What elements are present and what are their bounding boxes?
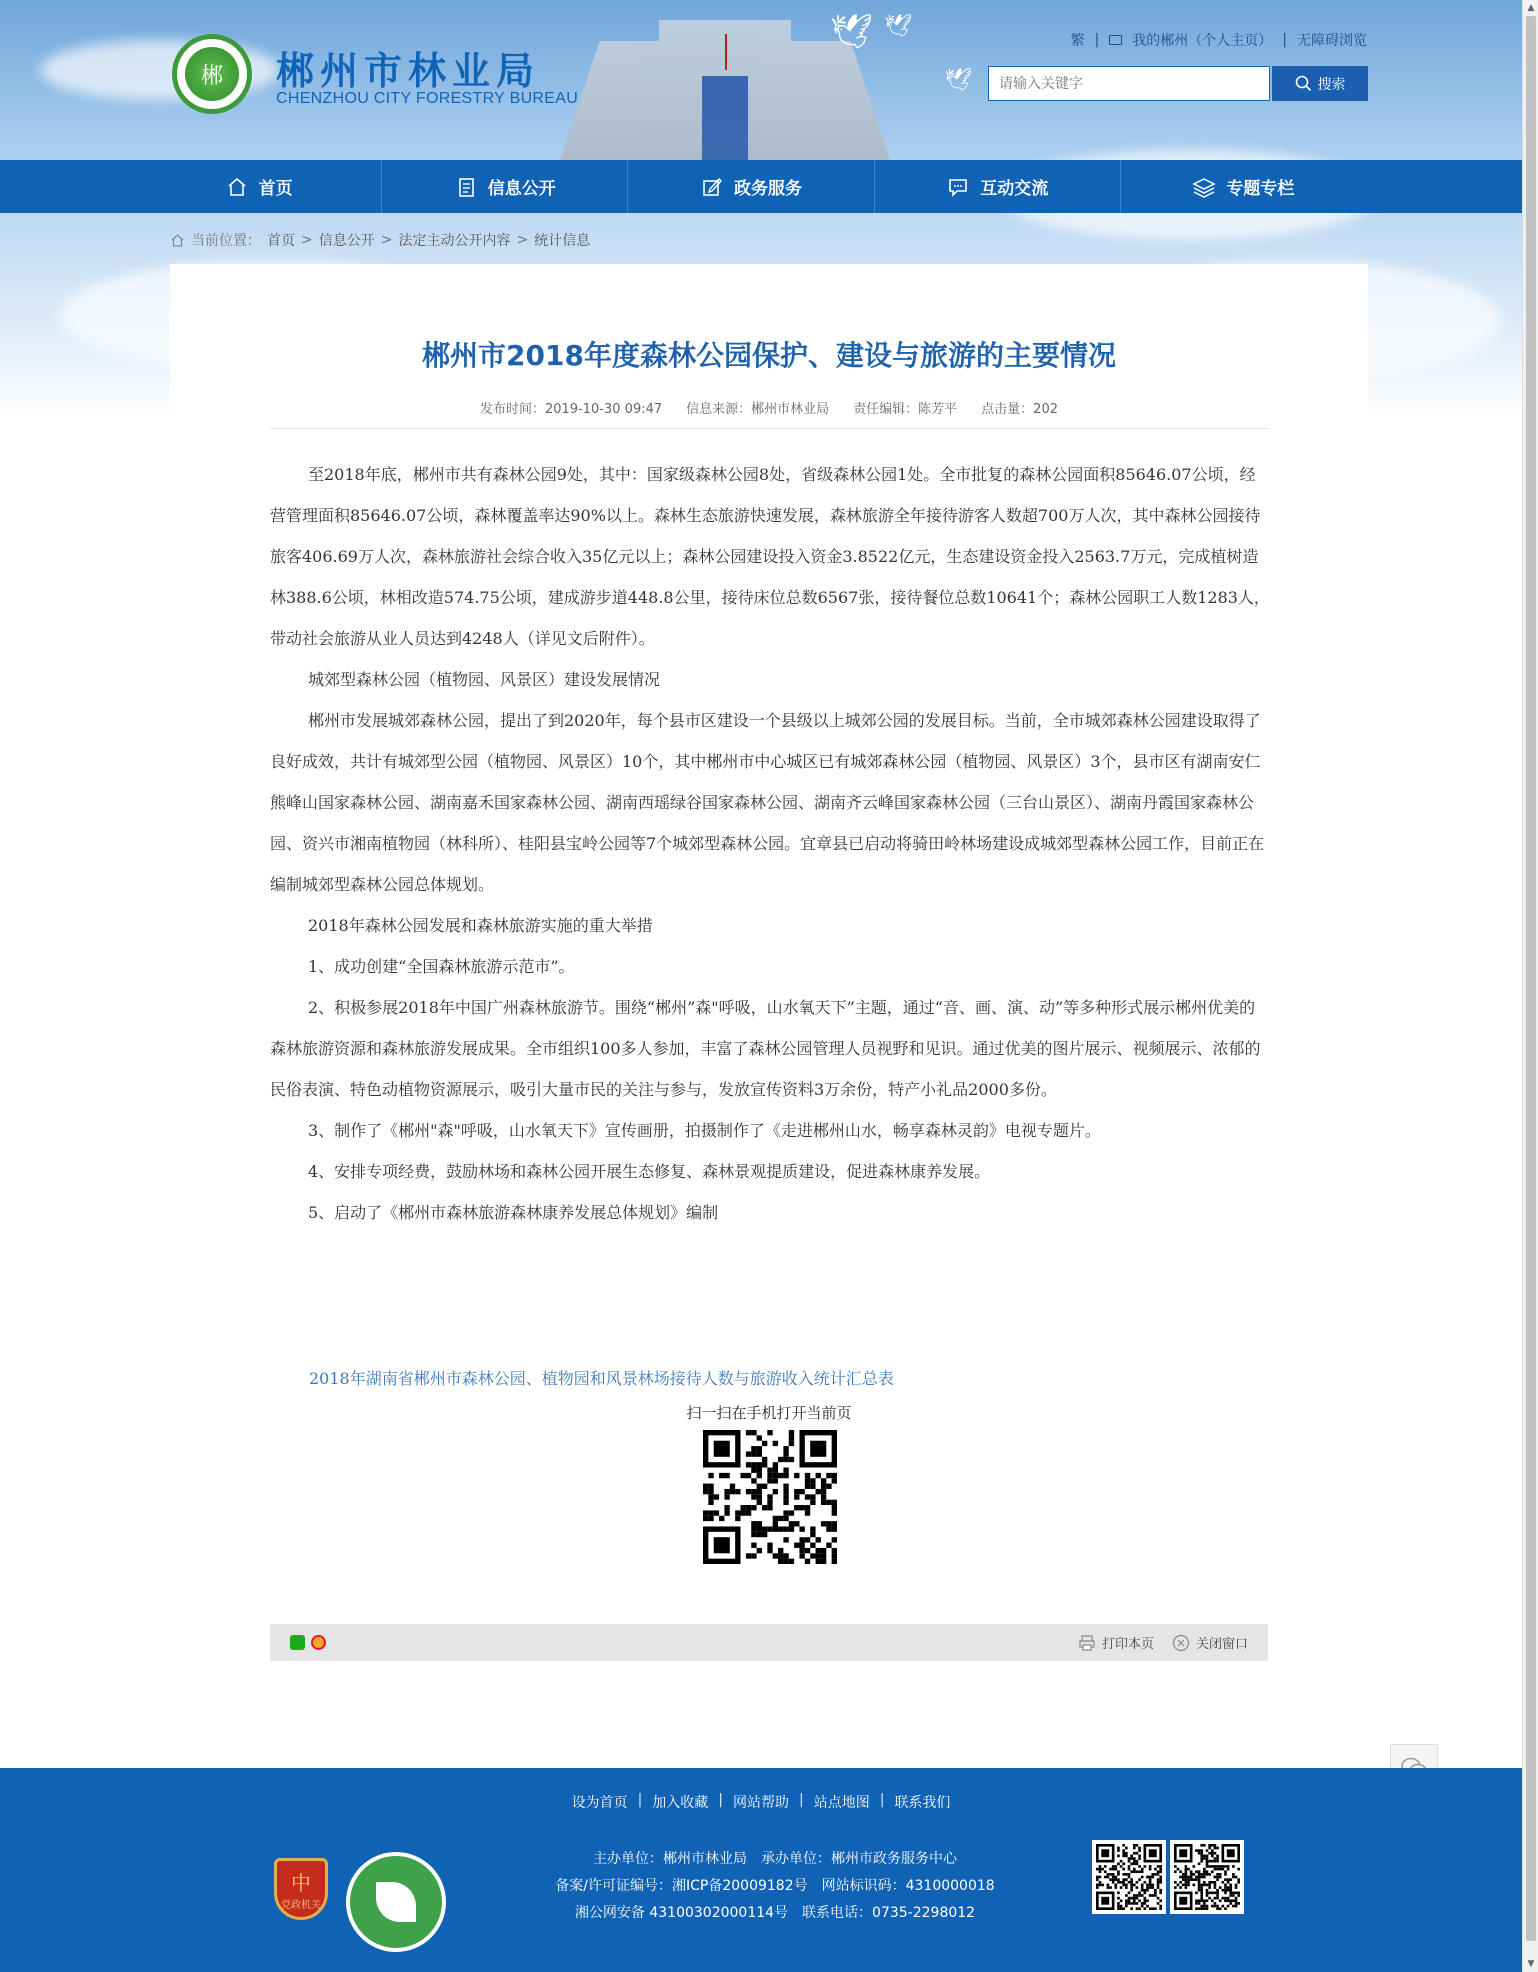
share-bar bbox=[270, 1624, 1268, 1661]
logo-glyph: 郴 bbox=[185, 47, 239, 101]
edit-icon bbox=[700, 175, 724, 199]
paragraph: 城郊型森林公园（植物园、风景区）建设发展情况 bbox=[308, 670, 661, 689]
nav-item-home[interactable] bbox=[136, 160, 382, 213]
accessibility-link[interactable]: 无障碍浏览 bbox=[1297, 33, 1367, 49]
dove-icon: 🕊 bbox=[830, 12, 874, 52]
nav-item-info-disclosure[interactable] bbox=[382, 160, 628, 213]
attachment-link[interactable]: 2018年湖南省郴州市森林公园、植物园和风景林场接待人数与旅游收入统计汇总表 bbox=[309, 1369, 894, 1388]
footer-link-favorite[interactable]: 加入收藏 bbox=[652, 1795, 709, 1811]
paragraph: 1、成功创建“全国森林旅游示范市”。 bbox=[308, 957, 575, 976]
paragraph: 郴州市发展城郊森林公园，提出了到2020年，每个县市区建设一个县级以上城郊公园的发展目标。当前，全市城郊森林公园建设取得了良好成效，共计有城郊型公园（植物园、风景区）10个，其中郴州市中心城区已有城郊森林公园（植物园、风景区）3个，县市区有湖南安仁熊峰山国家森林公园、湖南嘉禾国家森林公园、湖南西瑶绿谷国家森林公园、湖南齐云峰国家森林公园（三台山景区）、湖南丹霞国家森林公园、资兴市湘南植物园（林科所）、桂阳县宝岭公园等7个城郊型森林公园。宜章县已启动将骑田岭林场建设成城郊型森林公园工作，目前正在编制城郊型森林公园总体规划。 bbox=[270, 711, 1265, 894]
footer-qr-code bbox=[1092, 1840, 1166, 1914]
print-label: 打印本页 bbox=[1101, 1637, 1154, 1652]
party-government-badge[interactable]: 中 党政机关 bbox=[274, 1858, 328, 1920]
footer-links: 设为首页 | 加入收藏 | 网站帮助 | 站点地图 | 联系我们 bbox=[571, 1792, 951, 1811]
breadcrumb-home[interactable]: 首页 bbox=[267, 233, 295, 249]
site-title-en: CHENZHOU CITY FORESTRY BUREAU bbox=[276, 90, 579, 107]
paragraph: 至2018年底，郴州市共有森林公园9处，其中：国家级森林公园8处，省级森林公园1处。全市批复的森林公园面积85646.07公顷，经营管理面积85646.07公顷，森林覆盖率达90%以上。森林生态旅游快速发展，森林旅游全年接待游客人数超700万人次，其中森林公园接待旅客406.69万人次，森林旅游社会综合收入35亿元以上；森林公园建设投入资金3.8522亿元，生态建设资金投入2563.7万元，完成植树造林388.6公顷，林相改造574.75公顷，建成游步道448.8公里，接待床位总数6567张，接待餐位总数10641个；森林公园职工人数1283人，带动社会旅游从业人员达到4248人（详见文后附件）。 bbox=[270, 465, 1270, 648]
breadcrumb-statutory[interactable]: 法定主动公开内容 bbox=[398, 233, 511, 249]
close-window-button[interactable] bbox=[1172, 1633, 1248, 1652]
article-card bbox=[170, 264, 1368, 1724]
document-icon bbox=[454, 175, 478, 199]
footer-link-help[interactable]: 网站帮助 bbox=[733, 1795, 789, 1811]
scroll-thumb[interactable] bbox=[1526, 16, 1536, 1941]
chat-icon bbox=[946, 175, 970, 199]
footer-icp: 备案/许可证编号：湘ICP备20009182号 网站标识码：4310000018 bbox=[555, 1878, 995, 1894]
close-label: 关闭窗口 bbox=[1195, 1637, 1248, 1652]
monitor-icon bbox=[1109, 35, 1122, 45]
nav-item-interaction[interactable] bbox=[875, 160, 1121, 213]
qr-label: 扫一扫在手机打开当前页 bbox=[686, 1404, 852, 1422]
scroll-down-arrow[interactable]: ▼ bbox=[1527, 1959, 1535, 1969]
dove-icon: 🕊 bbox=[944, 68, 972, 93]
dove-icon: 🕊 bbox=[884, 14, 912, 39]
scroll-up-arrow[interactable]: ▲ bbox=[1527, 3, 1535, 13]
article-meta bbox=[170, 398, 1368, 417]
civilization-website-badge[interactable] bbox=[346, 1852, 446, 1952]
paragraph: 3、制作了《郴州"森"呼吸，山水氧天下》宣传画册，拍摄制作了《走进郴州山水，畅享森林灵韵》电视专题片。 bbox=[308, 1121, 1101, 1140]
nav-label: 专题专栏 bbox=[1226, 179, 1295, 199]
footer-link-sitemap[interactable]: 站点地图 bbox=[813, 1795, 870, 1811]
traditional-chinese-link[interactable]: 繁 bbox=[1070, 33, 1085, 49]
paragraph: 5、启动了《郴州市森林旅游森林康养发展总体规划》编制 bbox=[308, 1203, 719, 1222]
article-title: 郴州市2018年度森林公园保护、建设与旅游的主要情况 bbox=[422, 339, 1116, 372]
my-homepage-link[interactable]: 我的郴州（个人主页） bbox=[1132, 33, 1273, 49]
nav-label: 首页 bbox=[258, 179, 293, 199]
page-qr-code bbox=[703, 1430, 837, 1564]
footer-organizer: 主办单位：郴州市林业局 承办单位：郴州市政务服务中心 bbox=[593, 1851, 957, 1867]
footer-info bbox=[500, 1846, 1050, 1927]
search-icon bbox=[1295, 75, 1312, 92]
printer-icon bbox=[1078, 1634, 1096, 1652]
article-body bbox=[270, 454, 1270, 1233]
breadcrumb-prefix: 当前位置： bbox=[191, 233, 261, 249]
search-button[interactable] bbox=[1272, 66, 1368, 101]
info-source: 信息来源：郴州市林业局 bbox=[686, 402, 830, 417]
paragraph: 4、安排专项经费，鼓励林场和森林公园开展生态修复、森林景观提质建设，促进森林康养发展。 bbox=[308, 1162, 991, 1181]
search-button-label: 搜索 bbox=[1317, 75, 1346, 92]
home-icon bbox=[170, 233, 185, 248]
print-button[interactable] bbox=[1078, 1633, 1154, 1652]
footer-link-contact[interactable]: 联系我们 bbox=[894, 1795, 951, 1811]
layers-icon bbox=[1192, 175, 1216, 199]
nav-label: 政务服务 bbox=[734, 179, 802, 199]
click-count: 点击量：202 bbox=[981, 402, 1058, 417]
wechat-share-icon[interactable] bbox=[290, 1635, 305, 1650]
weibo-share-icon[interactable] bbox=[311, 1635, 326, 1650]
site-title[interactable]: 郴州市林业局 bbox=[276, 49, 541, 93]
paragraph: 2、积极参展2018年中国广州森林旅游节。围绕“郴州”森"呼吸，山水氧天下”主题，通过“音、画、演、动”等多种形式展示郴州优美的森林旅游资源和森林旅游发展成果。全市组织100多人参加，丰富了森林公园管理人员视野和见识。通过优美的图片展示、视频展示、浓郁的民俗表演、特色动植物资源展示，吸引大量市民的关注与参与，发放宣传资料3万余份，特产小礼品2000多份。 bbox=[270, 998, 1261, 1099]
nav-item-special-topics[interactable] bbox=[1121, 160, 1366, 213]
site-header bbox=[0, 0, 1522, 160]
nav-item-gov-services[interactable] bbox=[628, 160, 874, 213]
vertical-scrollbar[interactable] bbox=[1522, 0, 1538, 1972]
search-input[interactable] bbox=[988, 66, 1270, 101]
publish-time: 发布时间：2019-10-30 09:47 bbox=[479, 402, 663, 417]
footer-qr-code bbox=[1170, 1840, 1244, 1914]
nav-label: 互动交流 bbox=[980, 179, 1049, 199]
close-icon bbox=[1172, 1634, 1190, 1652]
site-footer bbox=[0, 1768, 1522, 1972]
paragraph: 2018年森林公园发展和森林旅游实施的重大举措 bbox=[308, 916, 653, 935]
nav-label: 信息公开 bbox=[487, 179, 556, 199]
breadcrumb: 当前位置： 首页 > 信息公开 > 法定主动公开内容 > 统计信息 bbox=[170, 230, 590, 250]
breadcrumb-statistics[interactable]: 统计信息 bbox=[534, 233, 591, 249]
main-nav bbox=[0, 160, 1522, 213]
forestry-logo[interactable] bbox=[172, 34, 252, 114]
editor: 责任编辑：陈芳平 bbox=[853, 402, 958, 417]
footer-police-record: 湘公网安备 43100302000114号 联系电话：0735-2298012 bbox=[574, 1905, 976, 1921]
top-links: 繁 | 我的郴州（个人主页） | 无障碍浏览 bbox=[1070, 32, 1367, 49]
party-badge-label: 党政机关 bbox=[281, 1900, 321, 1911]
home-icon bbox=[225, 175, 249, 199]
breadcrumb-info[interactable]: 信息公开 bbox=[318, 233, 375, 249]
divider bbox=[270, 428, 1268, 429]
footer-link-set-home[interactable]: 设为首页 bbox=[571, 1795, 628, 1811]
